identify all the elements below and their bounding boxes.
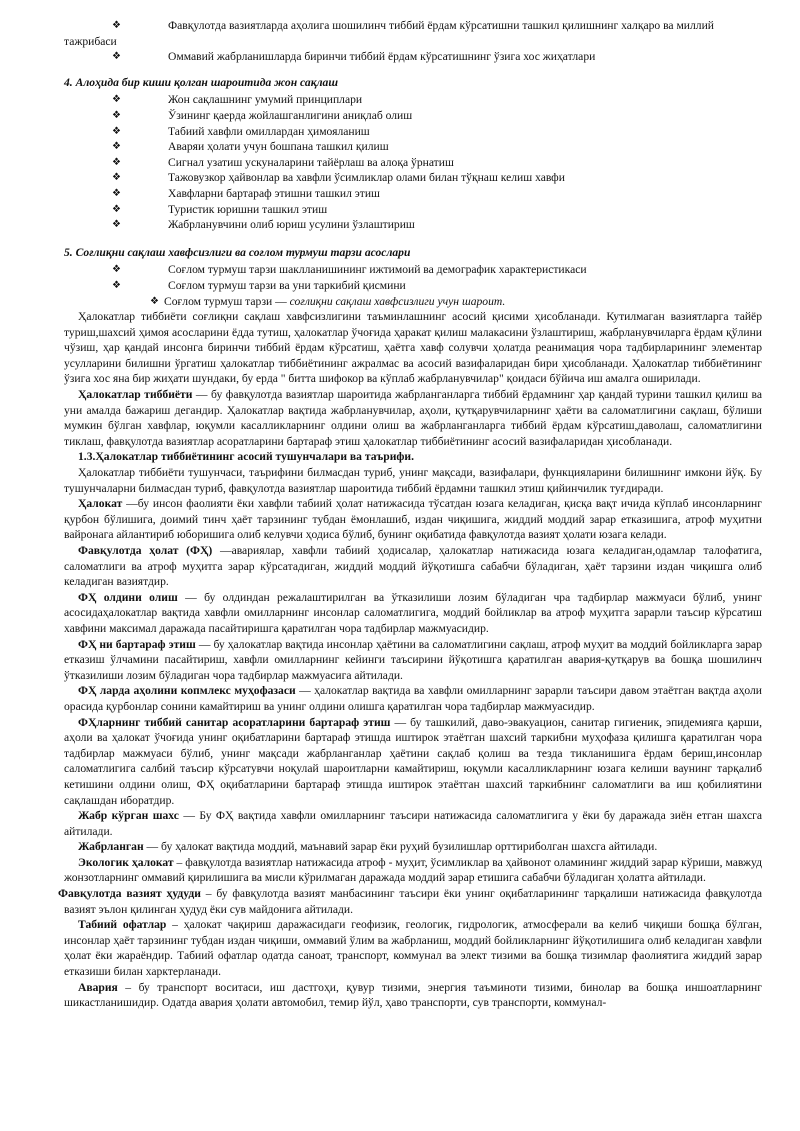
list-item-text: Фавқулотда вазиятларда аҳолига шошилинч тиббий ёрдам кўрсатишни ташкил қилишнинг халқаро ва миллий тажрибаси xyxy=(64,19,714,48)
definition-paragraph xyxy=(64,543,762,590)
definition-text: —бу инсон фаолияти ёки хавфли табиий ҳолат натижасида тўсатдан юзага келадиган, қисқа вақт ичида кўплаб инсонларнинг қурбон бўлишига, доимий тинч ҳаёт тарзининг тубдан ёмонлашиб, издан чиқишига, жиддий моддий зарар етказишига, атроф муҳитни вайронага айлантириб юборишига олиб келувчи ҳодиса бўлиб, бунинг оқибатида фавқулотда вазият ҳолати юзага келади. xyxy=(64,497,762,542)
list-item-text: Тажовузкор ҳайвонлар ва хавфли ўсимликлар олами билан тўқнаш келиш хавфи xyxy=(168,171,565,185)
definition-term: Жабрланган xyxy=(78,840,144,854)
definition-text: — бу ҳалокат вақтида моддий, маънавий зарар ёки руҳий бузилишлар орттириболган шахсга айтилади. xyxy=(143,840,658,854)
definition-text: — бу ҳалокатлар вақтида инсонлар ҳаётини ва саломатлигини сақлаш, атроф муҳит ва моддий бойликларга зарар етказиш ўлчамини пасайтириш, хавфли омилларнинг кейинги таъсирини йўқотишга қаратилган авария-қутқарув ва бошқа шошилинч ўтказилиши лозим бўладиган чора тадбирлар мажмуасига айтилади. xyxy=(64,637,762,682)
list-item-text: Жон сақлашнинг умумий принциплари xyxy=(168,93,363,107)
definition-paragraph-accident xyxy=(64,980,762,1011)
list-item xyxy=(64,186,762,202)
list-item xyxy=(64,294,762,310)
definition-paragraph xyxy=(64,590,762,637)
list-item xyxy=(64,124,762,140)
bullet-icon: ❖ xyxy=(112,279,121,291)
definition-text: – бу фавқулотда вазият манбасининг таъсири ёки унинг оқибатларининг тарқалиши натижасида фавқулотда вазият эълон қилинган ҳудуд ёки сув майдонига айтилади. xyxy=(64,887,762,916)
definition-paragraph-zone xyxy=(58,886,762,917)
list-item xyxy=(64,49,762,65)
bullet-icon: ❖ xyxy=(112,187,121,199)
definition-term: ФҲ ларда аҳолини копмлекс муҳофазаси xyxy=(78,684,296,698)
definition-text: — бу ташкилий, даво-эвакуацион, санитар гигиеник, эпидемияга қарши, аҳоли ва ҳалокат ўчоғида унинг оқибатларини бартараф этишда иштирок этаётган шахсий таркибни муҳофаза қилишга қаратилган чора тадбирлар мажмуаси бўлиб, унинг мақсади жабрланганлар ҳаётини сақлаб қолиш ва тезда тикланишига ёрдам бериш,инсонлар саломатлигига салбий таъсир кўрсатувчи ноқулай шароитларни камайтириш, юқумли касалликларнинг юзага келиши ваунинг тарқалиб кетишини олдини олиш, ФҲ оқибатларини бартараф этишда иштирок этаётган шахсий таркибнинг саломатлиги ва иш қобилиятини сақлашдан иборатдир. xyxy=(64,715,762,807)
definition-paragraph xyxy=(64,715,762,809)
definition-paragraph xyxy=(64,496,762,543)
list-item-text: Соғлом турмуш тарзи ва уни таркибий қисмини xyxy=(168,278,406,292)
paragraph-concepts: Ҳалокатлар тиббиёти тушунчаси, таърифини билмасдан туриб, унинг мақсади, вазифалари, функцияларини билишнинг имкони йўқ. Бу тушунчаларни билмасдан туриб, фавқулотда вазиятлар шароитида тиббий ёрдамни ташкил этиш қийинчилик туғдиради. xyxy=(64,466,762,495)
bullet-icon: ❖ xyxy=(112,125,121,137)
definition-text: —авариялар, хавфли табиий ҳодисалар, ҳалокатлар натижасида юзага келадиган,одамлар талофатига, саломатлиги ва атроф муҳитга зарар кўрсатадиган, жиддий моддий йўқотишга сабабчи бўладиган, ҳаёт тарзини издан чиқишга олиб келадиган вазиятдир. xyxy=(64,544,763,589)
bullet-icon: ❖ xyxy=(112,172,121,184)
bullet-icon: ❖ xyxy=(112,141,121,153)
section-5-title: 5. Соғлиқни сақлаш хавфсизлиги ва соғлом турмуш тарзи асослари xyxy=(64,245,411,259)
section-5-list xyxy=(64,262,762,309)
definition-text: — бу фавқулотда вазиятлар шароитида жабрланганларга тиббий ёрдамнинг ҳар қандай турини ташкил қилиш ва уни амалда бажариш дегандир. Ҳалокатлар вақтида жабрланувчилар, аҳоли, қутқарувчиларнинг ҳаёти ва саломатлигини сақлаш, бўлиши мумкин бўлган хавфлар, юқумли касалликларнинг олдини олиш ва жабрланганларга тиббий ёрдам кўрсатиш,даволаш, саломатлигини тиклаш, фавқулотда вазиятлар асоратларини бартараф этиш ҳалокатлар тиббиётининг асосий вазифаларидан ҳисобланади. xyxy=(64,388,762,448)
bullet-icon: ❖ xyxy=(112,264,121,276)
bullet-icon: ❖ xyxy=(112,219,121,231)
bullet-icon: ❖ xyxy=(150,295,159,307)
definition-text: – ҳалокат чақириш даражасидаги геофизик, геологик, гидрологик, атмосферали ва келиб чиқиши бошқа бўлган, инсонлар ҳаёт тарзининг тубдан издан чиқиши, оммавий ўлим ва жабрланиш, моддий бойликларнинг йўқотилишига олиб келадиган хавфли ҳолат ёки жараёндир. Табиий офатлар одатда саноат, транспорт, коммунал ва элект тизими ва бошқа тизимлар фаолиятига жиддий зарар етказиши билан харктерланади. xyxy=(64,918,763,979)
bullet-icon: ❖ xyxy=(112,51,121,63)
list-item-text: Жабрланувчини олиб юриш усулини ўзлаштириш xyxy=(168,218,415,232)
definition-term: Авария xyxy=(78,980,118,994)
bullet-icon: ❖ xyxy=(112,156,121,168)
list-item-text: Сигнал узатиш ускуналарини тайёрлаш ва алоқа ўрнатиш xyxy=(168,155,454,169)
bullet-icon: ❖ xyxy=(112,94,121,106)
definition-paragraph xyxy=(64,855,762,886)
definition-term: Фавқулотда вазият ҳудуди xyxy=(58,887,201,901)
definition-term: Ҳалокат xyxy=(78,497,123,511)
definition-text: — ҳалокатлар вақтида ва хавфли омилларнинг зарарли таъсири давом этаётган вақтда аҳоли орасида қурбонлар сонини камайтириш ва унинг олдини олишга қаратилган чора тадбирлар мажмуасидир. xyxy=(64,684,762,713)
list-item-text: Табиий хавфли омиллардан ҳимояланиш xyxy=(168,124,370,138)
list-item-text: Соғлом турмуш тарзи шаклланишининг ижтимоий ва демографик характеристикаси xyxy=(168,263,587,277)
section-heading-1-3: 1.3.Ҳалокатлар тиббиётининг асосий тушунчалари ва таърифи. xyxy=(78,450,414,464)
definition-term: Экологик ҳалокат xyxy=(78,855,174,869)
section-4-list xyxy=(64,92,762,232)
definition-text: — Бу ФҲ вақтида хавфли омилларнинг таъсири натижасида саломатлигига у ёки бу даражада зиён етган шахсга айтилади. xyxy=(64,809,762,838)
list-item xyxy=(64,18,762,49)
list-item-text: Аваряи ҳолати учун бошпана ташкил қилиш xyxy=(168,140,389,154)
bullet-icon: ❖ xyxy=(112,20,121,31)
definition-term: Ҳалокатлар тиббиёти xyxy=(78,388,193,402)
definition-term: Фавқулотда ҳолат (ФҲ) xyxy=(78,544,213,557)
list-item xyxy=(64,262,762,278)
definition-paragraph xyxy=(64,839,762,855)
list-item xyxy=(64,278,762,294)
definition-term: Табиий офатлар xyxy=(78,918,167,932)
definition-text: – фавқулотда вазиятлар натижасида атроф - муҳит, ўсимликлар ва ҳайвонот оламининг жиддий зарар кўриши, мавжуд жонзотларнинг оммавий қирилишига ва мисли кўрилмаган даражада моддий зарар етишига сабабчи бўладиган ҳолатга айтилади. xyxy=(64,855,762,885)
definition-term: ФҲларнинг тиббий санитар асоратларини бартараф этиш xyxy=(78,715,391,729)
section-4-title: 4. Алоҳида бир киши қолган шароитида жон сақлаш xyxy=(64,75,338,89)
list-item-text-plain: Соғлом турмуш тарзи — xyxy=(164,294,290,308)
definition-text: – бу транспорт воситаси, иш дастгоҳи, қувур тизими, энергия таъминоти тизими, бинолар ва бошқа иншоатларнинг шикастланишидир. Одатда авария ҳолати автомобил, темир йўл, ҳаво транспорти, сув транспорти, коммунал- xyxy=(64,980,762,1010)
definition-text: — бу олдиндан режалаштирилган ва ўтказилиши лозим бўладиган чра тадбирлар мажмуаси бўлиб, унинг асосидаҳалокатлар вақтида хавфли омилларнинг инсонлар саломатлигига, моддий бойликлар ва атроф муҳитга зарарли таъсир кўрсатиш хавфини максимал даражада пасайтиришга қаратилган чора тадбирлар мажмуасидир. xyxy=(64,590,762,635)
list-item xyxy=(64,155,762,171)
list-item-text: Ўзининг қаерда жойлашганлигини аниқлаб олиш xyxy=(168,108,413,122)
list-item xyxy=(64,170,762,186)
definition-term: ФҲ олдини олиш xyxy=(78,590,178,604)
list-item xyxy=(64,139,762,155)
bullet-icon: ❖ xyxy=(112,203,121,215)
list-item-text: Оммавий жабрланишларда биринчи тиббий ёрдам кўрсатишнинг ўзига хос жиҳатлари xyxy=(168,50,596,64)
definition-paragraph xyxy=(64,808,762,839)
list-item-text: Туристик юришни ташкил этиш xyxy=(168,202,328,216)
definition-term: Жабр кўрган шахс xyxy=(78,809,179,823)
list-item-text-italic: соғлиқни сақлаш хавфсизлиги учун шароит. xyxy=(289,294,506,308)
definition-paragraph xyxy=(64,637,762,684)
list-item xyxy=(64,217,762,233)
list-item xyxy=(64,202,762,218)
definition-term: ФҲ ни бартараф этиш xyxy=(78,637,196,651)
definition-paragraph-natural xyxy=(64,917,762,979)
list-item xyxy=(64,92,762,108)
list-item-text: Хавфларни бартараф этишни ташкил этиш xyxy=(168,186,380,200)
paragraph-definition xyxy=(64,387,762,449)
bullet-icon: ❖ xyxy=(112,109,121,121)
definition-paragraph xyxy=(64,683,762,714)
list-item xyxy=(64,108,762,124)
paragraph-intro: Ҳалокатлар тиббиёти соғлиқни сақлаш хавфсизлигини таъминлашнинг асосий қисими ҳисобланади. Кутилмаган вазиятларга тайёр туриш,шахсий ҳимоя асосларини ёдда тутиш, ҳалокатлар ўчоғида ҳаракат қилиш малакасини ўзлаштириш, жабрланувчиларга ёрдам қўлини чўзиш, ҳар қандай инсонга биринчи тиббий ёрдам кўрсатиш, ҳаётга хавф солувчи ҳолатда реанимация чора тадбирларининг элементар усулларини билишни ўргатиш ҳалокатлар тиббиётининг ажралмас ва асосий вазифаларидан бири ҳисобланади. Ҳалокатлар тиббиётининг ўзига хос яна бир жиҳати шундаки, бу ерда " битта шифокор ва кўплаб жабрланувчилар" қоидаси бўйича иш амалга оширилади. xyxy=(64,310,762,386)
